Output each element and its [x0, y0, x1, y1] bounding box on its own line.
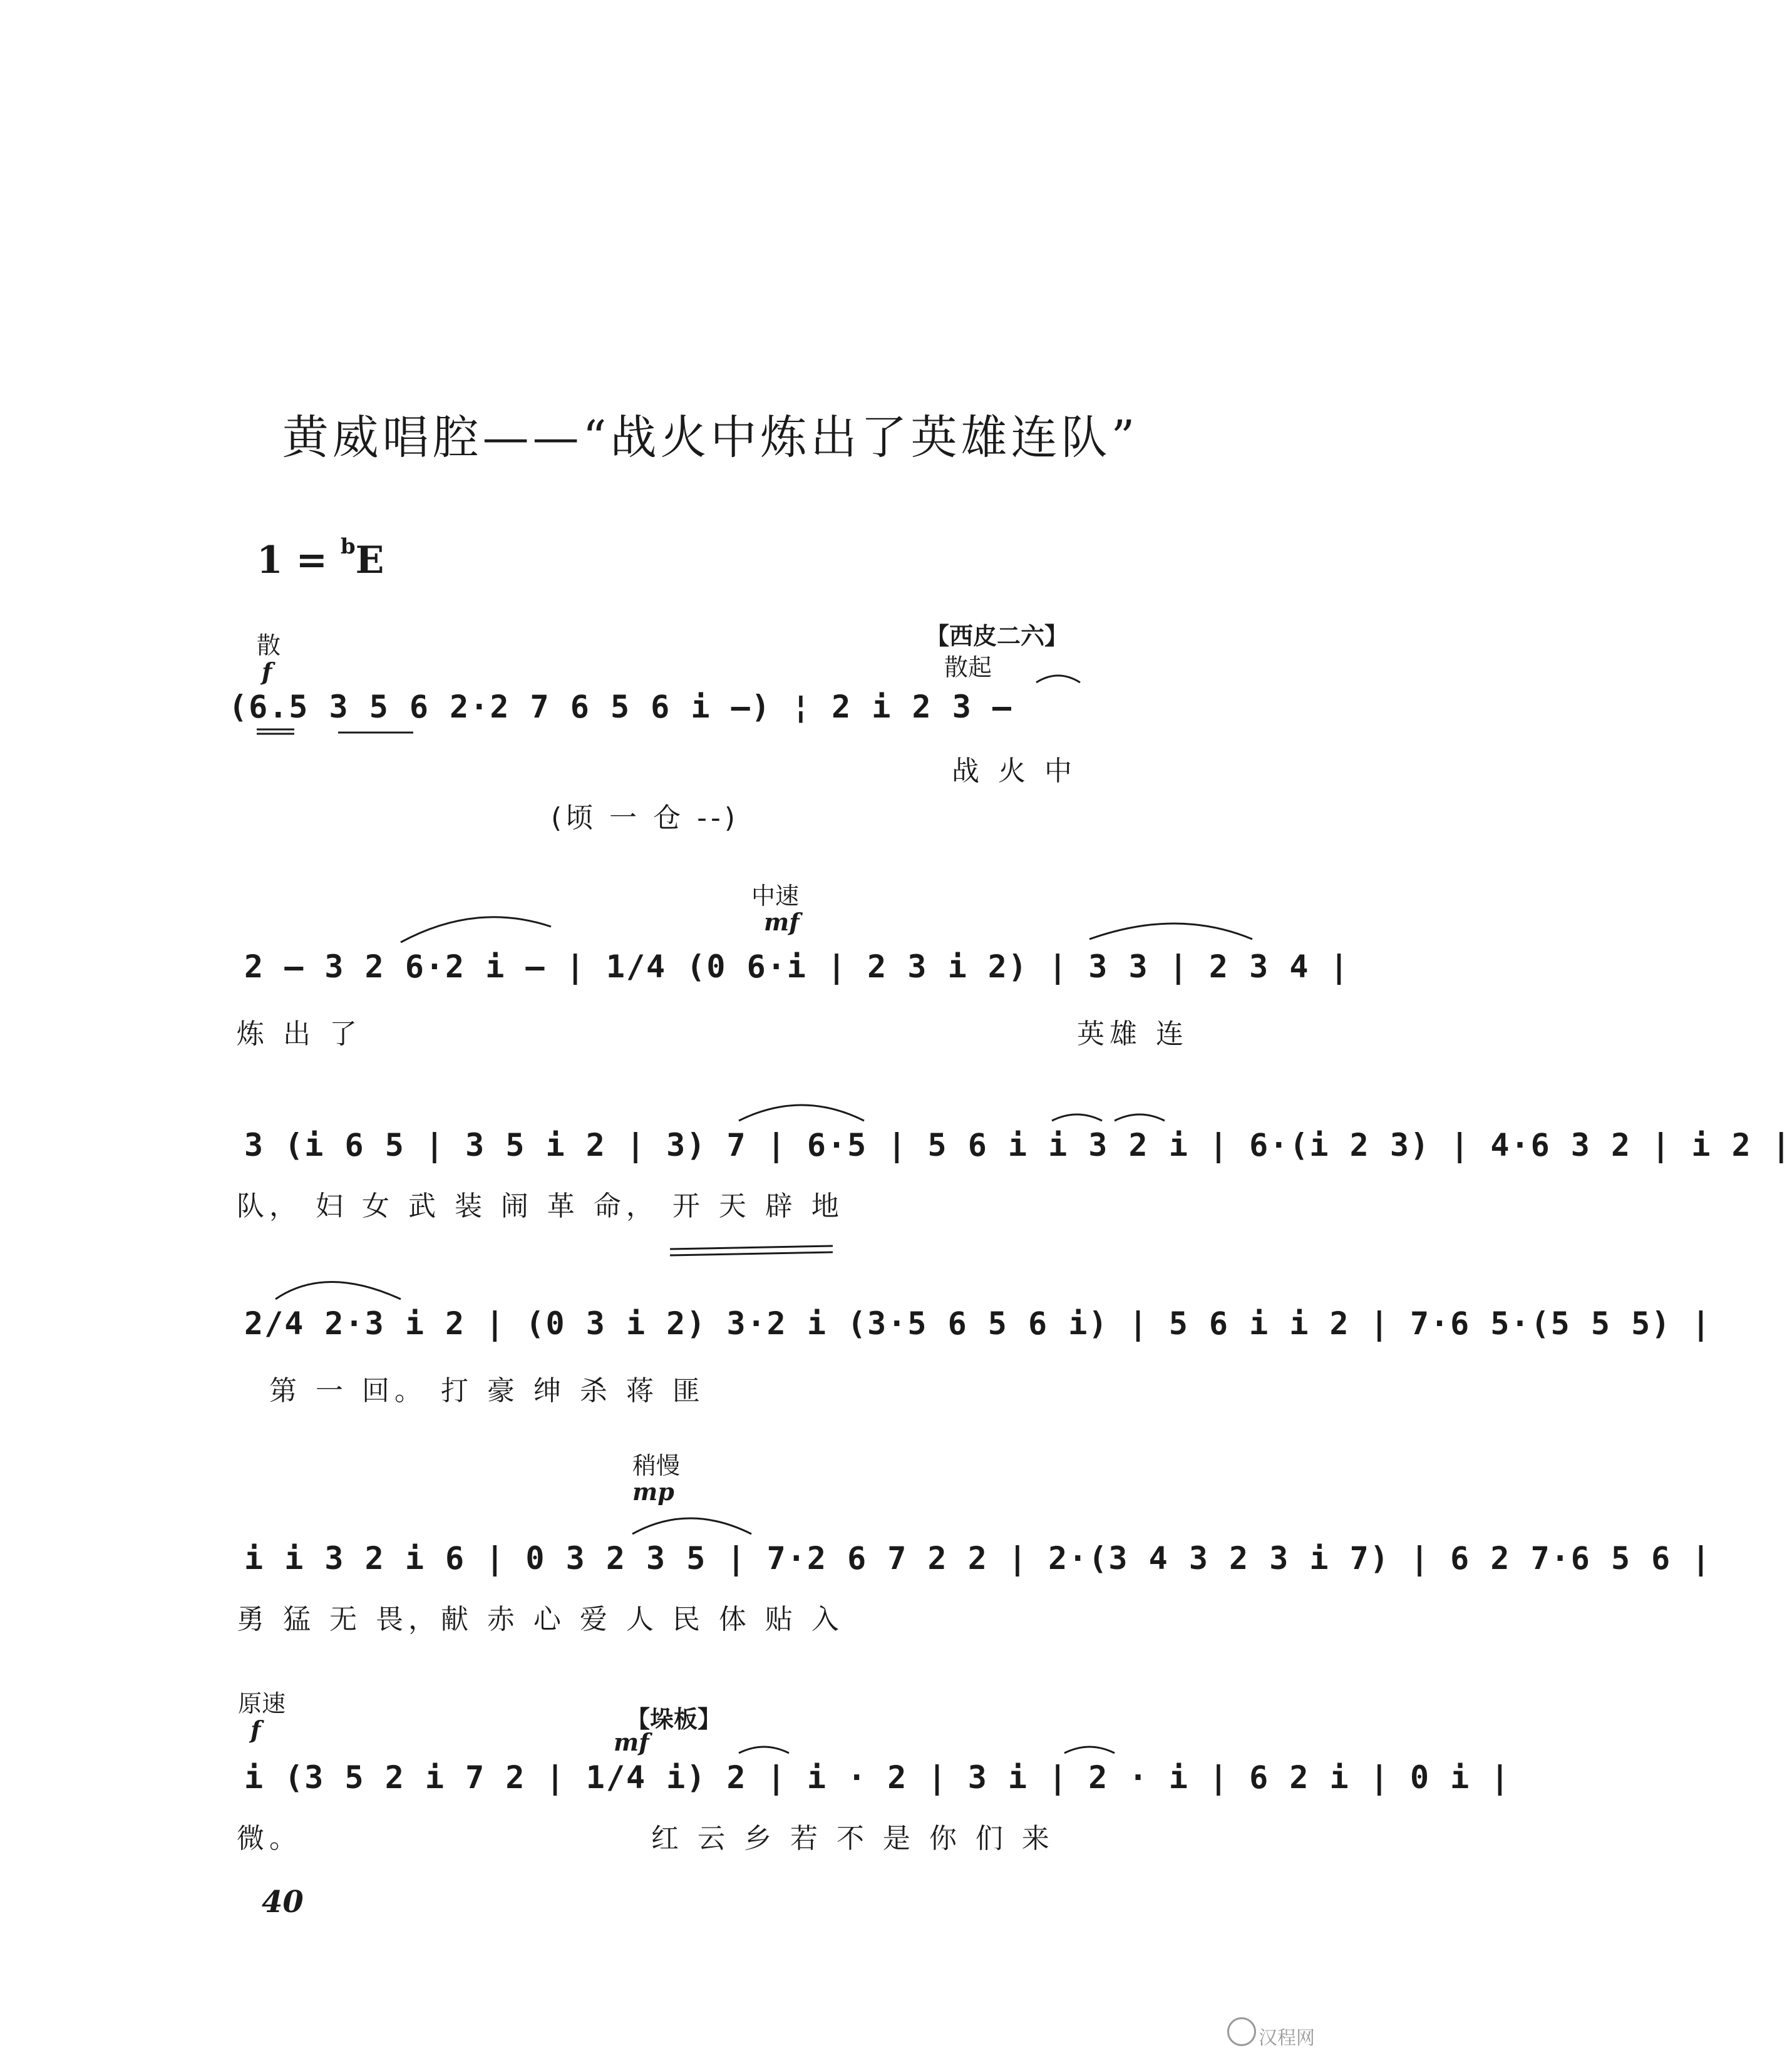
tempo-san: 散	[257, 632, 281, 659]
dynamic-f-2: f	[250, 1716, 261, 1744]
notation-line-3: 3 (i 6 5 | 3 5 i 2 | 3) 7 | 6·5 | 5 6 i i 3 2 i | 6·(i 2 3) | 4·6 3 2 | i 2 |	[244, 1127, 1792, 1163]
page-number: 40	[262, 1885, 304, 1920]
key-signature: 1 = $^b$E	[257, 534, 384, 582]
tempo-yuansu: 原速	[238, 1690, 286, 1717]
notation-line-6: i (3 5 2 i 7 2 | 1/4 i) 2 | i · 2 | 3 i | 2 · i | 6 2 i | 0 i |	[244, 1759, 1511, 1796]
banner-xipi-erliu: 【西皮二六】	[925, 622, 1069, 650]
lyrics-line-5: 勇 猛 无 畏，献 赤 心 爱 人 民 体 贴 入	[237, 1603, 844, 1635]
notation-line-1: (6.5 3 5 6 2·2 7 6 5 6 i —) ¦ 2 i 2 3 —	[229, 689, 1012, 725]
page-title: 黄威唱腔——“战火中炼出了英雄连队”	[282, 411, 1139, 465]
tempo-zhongsu: 中速	[751, 882, 800, 910]
lyrics-line-4: 第 一 回。 打 豪 绅 杀 蒋 匪	[269, 1375, 705, 1407]
dynamic-mf-2: mf	[614, 1728, 649, 1756]
lyrics-line-3: 队， 妇 女 武 装 闹 革 命， 开 天 辟 地	[237, 1190, 844, 1222]
banner-duoban: 【垛板】	[626, 1705, 722, 1733]
notation-line-5: i i 3 2 i 6 | 0 3 2 3 5 | 7·2 6 7 2 2 | 2·(3 4 3 2 3 i 7) | 6 2 7·6 5 6 |	[244, 1540, 1712, 1577]
dynamic-mf-1: mf	[764, 908, 800, 936]
lyrics-line-1: 战 火 中	[952, 755, 1077, 787]
notation-line-4: 2/4 2·3 i 2 | (0 3 i 2) 3·2 i (3·5 6 5 6 i) | 5 6 i i 2 | 7·6 5·(5 5 5) |	[244, 1305, 1712, 1342]
dynamic-f-1: f	[262, 657, 272, 686]
lyrics-line-2b: 英雄 连	[1077, 1018, 1188, 1050]
watermark-logo-icon	[1227, 2017, 1256, 2046]
watermark-text: 汉程网	[1259, 2027, 1315, 2049]
lyrics-line-6b: 红 云 乡 若 不 是 你 们 来	[651, 1823, 1054, 1855]
notation-line-2: 2 — 3 2 6·2 i — | 1/4 (0 6·i | 2 3 i 2) | 3 3 | 2 3 4 |	[244, 949, 1350, 985]
lyrics-line-6a: 微。	[237, 1823, 302, 1855]
percussion-line-1: (顷 一 仓 --)	[551, 802, 739, 834]
tempo-sanqi: 散起	[944, 654, 992, 681]
lyrics-line-2a: 炼 出 了	[237, 1018, 362, 1050]
dynamic-mp: mp	[632, 1478, 674, 1506]
tempo-shaoman: 稍慢	[632, 1452, 681, 1479]
